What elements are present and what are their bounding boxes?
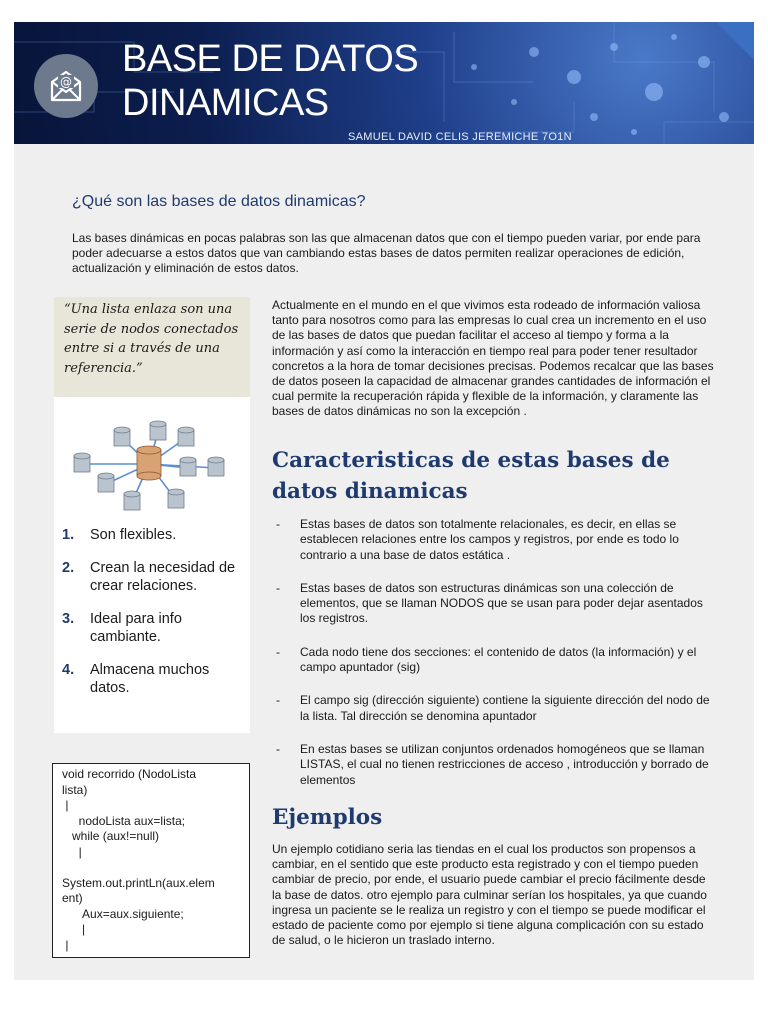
svg-text:@: @ (60, 75, 72, 89)
header-banner (14, 22, 754, 144)
characteristics-list (272, 517, 716, 788)
list-item: - Estas bases de datos son estructuras dinámicas son una colección de elementos, que se llaman NODOS que se usan para poder dejar asentados los registros. (272, 581, 716, 627)
list-item: - El campo sig (dirección siguiente) contiene la siguiente dirección del nodo de la lista. Tal dirección se denomina apuntador (272, 693, 716, 724)
title-line-1: BASE DE DATOS (122, 38, 419, 80)
email-icon (34, 54, 98, 118)
examples-paragraph: Un ejemplo cotidiano seria las tiendas en el cual los productos son propensos a cambiar, en el sentido que este producto esta registrado y con el tiempo pueden cambiar de precio, por ende, el usuario puede cambiar el precio fácilmente desde la base de datos. otro ejemplo para culminar serían los hospitales, ya que cuando ingresa un paciente se le realiza un registro y con el tiempo se puede modificar el estado de paciente como por ejemplo si tiene alguna complicación con su estado de salud, o le hicieron un traslado interno. (272, 842, 707, 948)
characteristics-heading: Caracteristicas de estas bases de datos dinamicas (272, 448, 670, 504)
examples-heading: Ejemplos (272, 805, 383, 830)
author-name: SAMUEL DAVID CELIS JEREMICHE 7O1N (348, 131, 572, 143)
list-item: 1. Son flexibles. (62, 527, 177, 543)
list-item: - En estas bases se utilizan conjuntos ordenados homogéneos que se llaman LISTAS, el cual no tienen restricciones de acceso , introducción y borrado de elementos (272, 742, 716, 788)
feature-list (62, 526, 242, 712)
list-item: 4. Almacena muchos datos. (62, 662, 210, 696)
code-snippet: void recorrido (NodoLista lista) | nodoLista aux=lista; while (aux!=null) | System.out.printLn(aux.elem ent) Aux=aux.siguiente; | | (62, 767, 215, 952)
list-item: 3. Ideal para info cambiante. (62, 611, 182, 645)
intro-paragraph: Las bases dinámicas en pocas palabras son las que almacenan datos que con el tiempo pueden variar, por ende para poder adecuarse a estos datos que van cambiando estas bases de datos permiten realizar operaciones de edición, actualización y eliminación de estos datos. (72, 231, 701, 275)
question-heading: ¿Qué son las bases de datos dinamicas? (72, 193, 366, 210)
list-item: 2. Crean la necesidad de crear relaciones. (62, 560, 236, 594)
banner-corner-accent (716, 22, 754, 60)
quote-text: “Una lista enlaza son una serie de nodos conectados entre si a través de una referencia.” (64, 302, 239, 376)
list-item: - Estas bases de datos son totalmente relacionales, es decir, en ellas se establecen relaciones entre los campos y registros, por ende es todo lo contrario a una base de datos estática . (272, 517, 716, 563)
database-network-icon (62, 420, 236, 516)
main-paragraph: Actualmente en el mundo en el que vivimos esta rodeado de información valiosa tanto para nosotros como para las empresas lo cual crea un incremento en el uso de las bases de datos que puedan facilitar el acceso al tiempo y forma a la información y así como la interacción en tiempo real para poder tener resultador concretos a la hora de tomar decisiones precisas. Podemos recalcar que las bases de datos poseen la capacidad de almacenar grandes cantidades de información el cual permite la recuperación rápida y flexible de la información, y claramente las bases de datos dinámicas no son la excepción . (272, 298, 714, 419)
title-line-2: DINAMICAS (122, 82, 329, 124)
list-item: - Cada nodo tiene dos secciones: el contenido de datos (la información) y el campo apuntador (sig) (272, 645, 716, 676)
